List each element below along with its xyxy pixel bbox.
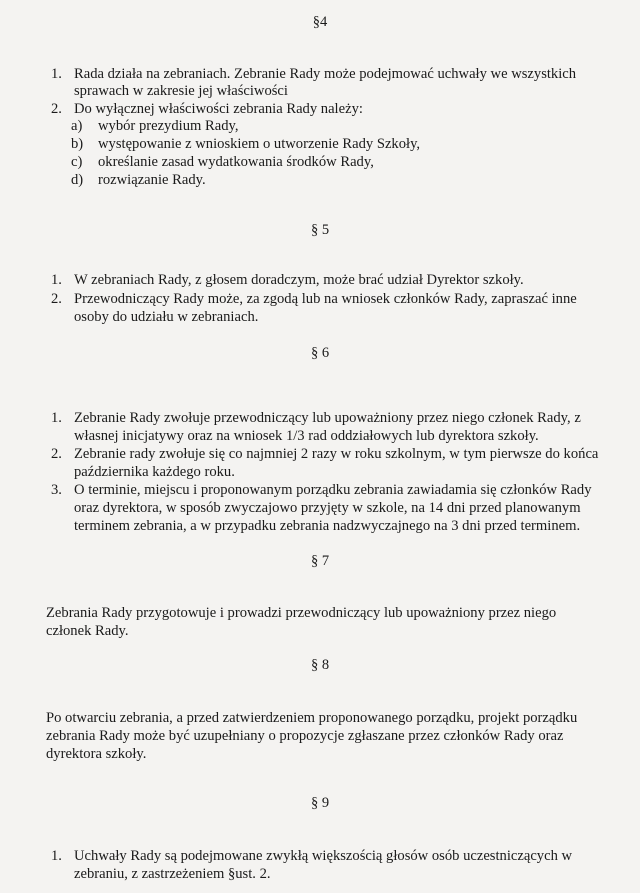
item-line: Zebranie Rady zwołuje przewodniczący lub upoważniony przez niego członek Rady, z [74, 410, 581, 426]
paragraph-line: Po otwarciu zebrania, a przed zatwierdzeniem proponowanego porządku, projekt porządku [46, 710, 578, 726]
subitem-text: określanie zasad wydatkowania środków Rady, [98, 154, 374, 170]
item-line: osoby do udziału w zebraniach. [74, 309, 259, 325]
paragraph-line: zebrania Rady może być uzupełniany o propozycje zgłaszane przez członków Rady oraz [46, 728, 564, 744]
item-line: O terminie, miejscu i proponowanym porządku zebrania zawiadamia się członków Rady [74, 482, 592, 498]
item-line: Zebranie rady zwołuje się co najmniej 2 razy w roku szkolnym, w tym pierwsze do końca [74, 446, 599, 462]
item-line: października każdego roku. [74, 464, 235, 480]
subitem-text: występowanie z wnioskiem o utworzenie Rady Szkoły, [98, 136, 421, 152]
section-heading-9: § 9 [310, 795, 330, 811]
item-number: 1. [51, 66, 62, 82]
item-line: własnej inicjatywy oraz na wniosek 1/3 rad oddziałowych lub dyrektora szkoły. [74, 428, 539, 444]
section-heading-5: § 5 [310, 222, 330, 238]
subitem-letter: c) [71, 154, 83, 170]
subitem-text: wybór prezydium Rady, [98, 118, 239, 134]
item-number: 2. [51, 291, 62, 307]
paragraph-line: dyrektora szkoły. [46, 746, 147, 762]
subitem-letter: d) [71, 172, 84, 188]
item-number: 2. [51, 446, 62, 462]
item-line: W zebraniach Rady, z głosem doradczym, może brać udział Dyrektor szkoły. [74, 272, 524, 288]
item-number: 1. [51, 410, 62, 426]
subitem-text: rozwiązanie Rady. [98, 172, 206, 188]
section-heading-4: §4 [312, 14, 328, 30]
item-number: 3. [51, 482, 62, 498]
item-line: Rada działa na zebraniach. Zebranie Rady może podejmować uchwały we wszystkich [74, 66, 577, 82]
section-heading-7: § 7 [310, 553, 330, 569]
item-line: Przewodniczący Rady może, za zgodą lub na wniosek członków Rady, zapraszać inne [74, 291, 577, 307]
item-line: zebraniu, z zastrzeżeniem §ust. 2. [74, 866, 271, 882]
section-heading-8: § 8 [310, 657, 330, 673]
subitem-letter: b) [71, 136, 84, 152]
item-number: 1. [51, 848, 62, 864]
paragraph-line: Zebrania Rady przygotowuje i prowadzi przewodniczący lub upoważniony przez niego [46, 605, 557, 621]
item-line: oraz dyrektora, w sposób zwyczajowo przyjęty w szkole, na 14 dni przed planowanym [74, 500, 581, 516]
item-line: sprawach w zakresie jej właściwości [74, 83, 288, 99]
item-number: 1. [51, 272, 62, 288]
item-line: Do wyłącznej właściwości zebrania Rady należy: [74, 101, 363, 117]
section-heading-6: § 6 [310, 345, 330, 361]
item-line: terminem zebrania, a w przypadku zebrania nadzwyczajnego na 3 dni przed terminem. [74, 518, 581, 534]
item-number: 2. [51, 101, 62, 117]
item-line: Uchwały Rady są podejmowane zwykłą większością głosów osób uczestniczących w [74, 848, 573, 864]
subitem-letter: a) [71, 118, 83, 134]
paragraph-line: członek Rady. [46, 623, 129, 639]
